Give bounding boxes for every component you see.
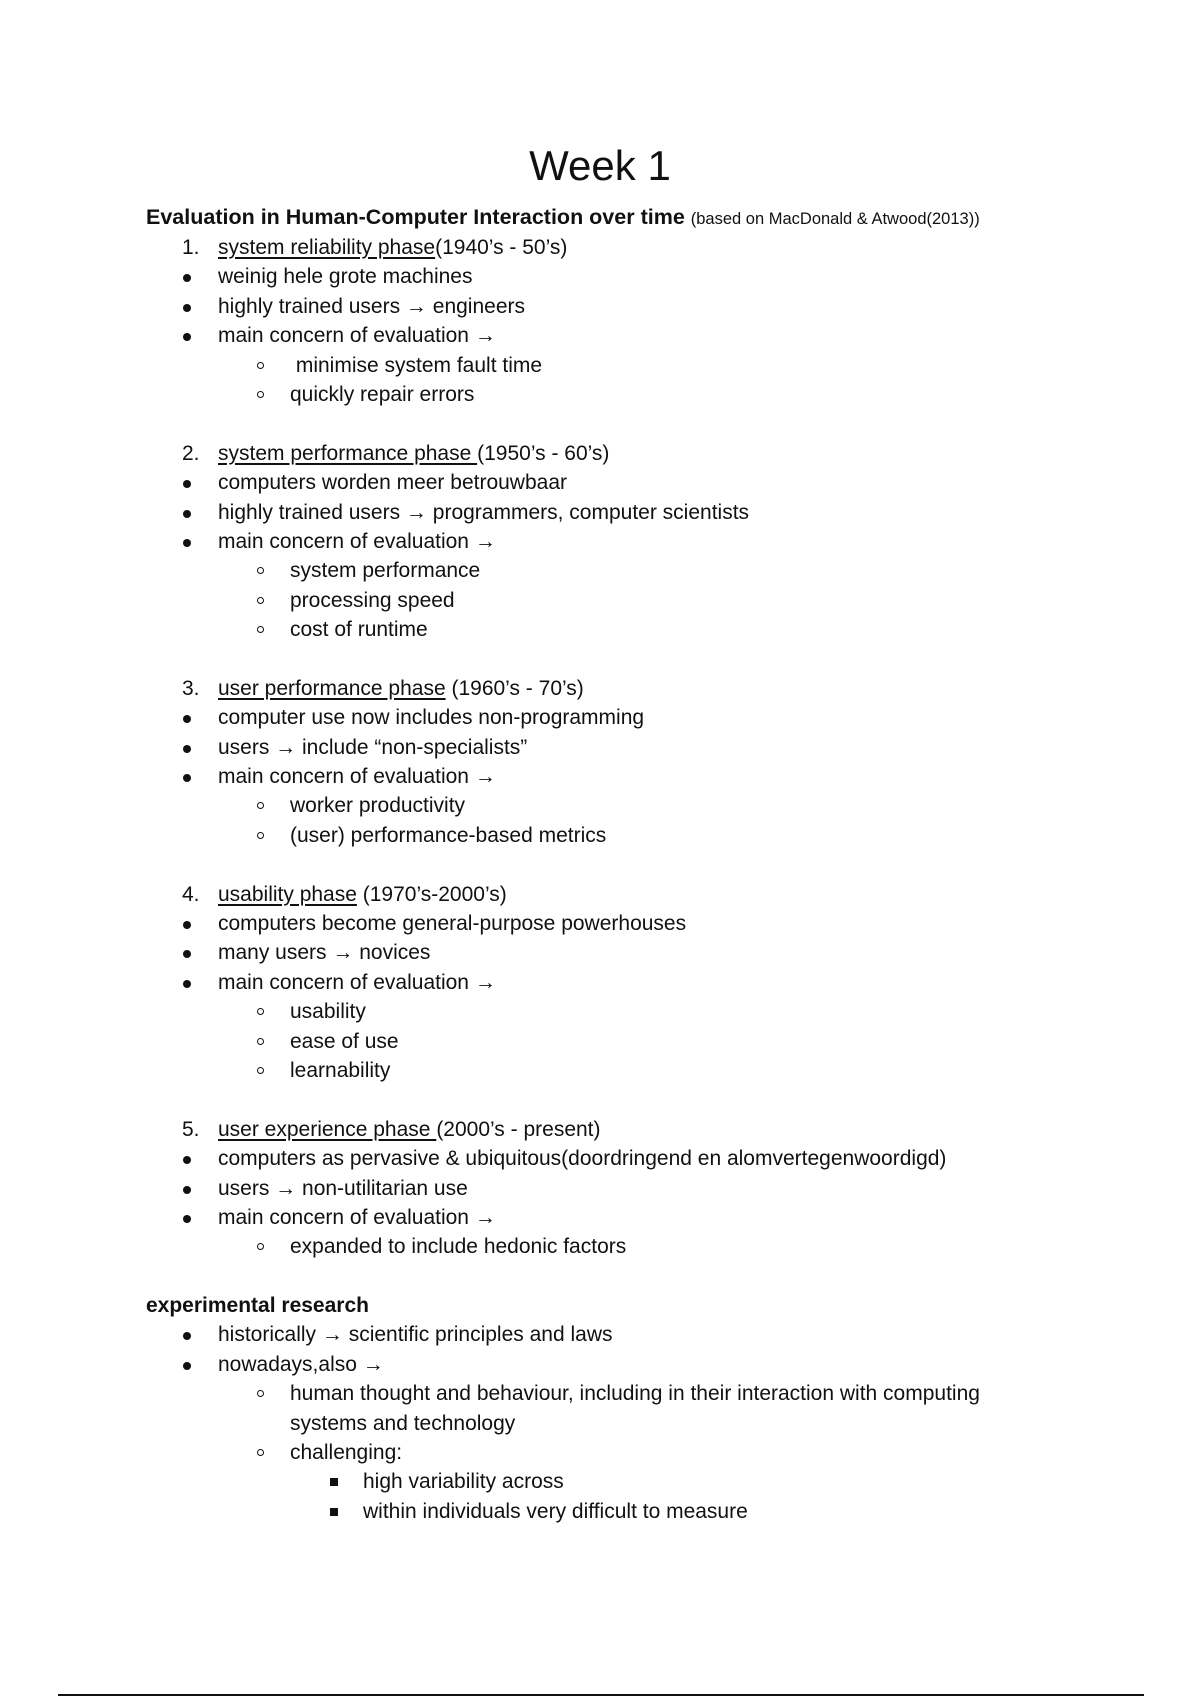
- sub-bullet-item: usability: [0, 997, 1200, 1026]
- bullet-item: users → include “non-specialists”: [0, 733, 1200, 762]
- section-heading-note: (based on MacDonald & Atwood(2013)): [690, 210, 980, 228]
- sub-bullet-item: challenging:: [0, 1438, 1200, 1467]
- sub-sub-bullet-item: within individuals very difficult to measure: [0, 1497, 1200, 1526]
- sub-bullet-item: expanded to include hedonic factors: [0, 1232, 1200, 1261]
- phase-period: (1960’s - 70’s): [445, 676, 584, 700]
- bullet-item: main concern of evaluation →: [0, 968, 1200, 997]
- bullet-item: main concern of evaluation →: [0, 527, 1200, 556]
- bullet-icon: [183, 304, 191, 312]
- sub-sub-bullet-item: high variability across: [0, 1467, 1200, 1496]
- sub-bullet-item: (user) performance-based metrics: [0, 821, 1200, 850]
- bullet-icon: [183, 510, 191, 518]
- phase-item: [0, 1115, 1200, 1144]
- hollow-bullet-icon: [257, 802, 264, 809]
- footer-divider: [58, 1694, 1144, 1696]
- bullet-item: weinig hele grote machines: [0, 262, 1200, 291]
- phase-item: [0, 439, 1200, 468]
- bullet-item: computer use now includes non-programming: [0, 703, 1200, 732]
- hollow-bullet-icon: [257, 1243, 264, 1250]
- bullet-icon: [183, 274, 191, 282]
- phase-item: [0, 233, 1200, 262]
- hollow-bullet-icon: [257, 832, 264, 839]
- bullet-icon: [183, 745, 191, 753]
- hollow-bullet-icon: [257, 597, 264, 604]
- phase-item: [0, 880, 1200, 909]
- phase-number: 5.: [182, 1117, 200, 1141]
- bullet-item: historically → scientific principles and laws: [0, 1320, 1200, 1349]
- phase-period: (1970’s-2000’s): [356, 882, 507, 906]
- section-heading-text: Evaluation in Human-Computer Interaction over time: [146, 205, 685, 229]
- bullet-item: computers as pervasive & ubiquitous(doordringend en alomvertegenwoordigd): [0, 1144, 1200, 1173]
- hollow-bullet-icon: [257, 626, 264, 633]
- square-bullet-icon: [330, 1508, 338, 1516]
- section-heading: [146, 204, 980, 232]
- bullet-icon: [183, 921, 191, 929]
- square-bullet-icon: [330, 1478, 338, 1486]
- phase-number: 4.: [182, 882, 200, 906]
- sub-bullet-item: system performance: [0, 556, 1200, 585]
- sub-bullet-item: cost of runtime: [0, 615, 1200, 644]
- hollow-bullet-icon: [257, 567, 264, 574]
- page-title: Week 1: [529, 142, 671, 189]
- sub-bullet-item: ease of use: [0, 1027, 1200, 1056]
- hollow-bullet-icon: [257, 1390, 264, 1397]
- bullet-icon: [183, 539, 191, 547]
- bullet-icon: [183, 715, 191, 723]
- sub-bullet-item: processing speed: [0, 586, 1200, 615]
- phase-name: user experience phase: [218, 1117, 437, 1141]
- sub-bullet-item: quickly repair errors: [0, 380, 1200, 409]
- bullet-icon: [183, 333, 191, 341]
- hollow-bullet-icon: [257, 1008, 264, 1015]
- phase-number: 1.: [182, 236, 200, 259]
- phase-item: [0, 674, 1200, 703]
- bullet-icon: [183, 1362, 191, 1370]
- sub-bullet-continuation: systems and technology: [290, 1411, 516, 1435]
- hollow-bullet-icon: [257, 1067, 264, 1074]
- bullet-icon: [183, 480, 191, 488]
- sub-bullet-item: learnability: [0, 1056, 1200, 1085]
- sub-bullet-item: minimise system fault time: [0, 351, 1200, 380]
- bullet-icon: [183, 980, 191, 988]
- phase-period: (2000’s - present): [436, 1117, 601, 1141]
- bullet-icon: [183, 1156, 191, 1164]
- hollow-bullet-icon: [257, 1038, 264, 1045]
- notes-content: [0, 233, 1200, 1526]
- bullet-item: highly trained users → programmers, computer scientists: [0, 498, 1200, 527]
- hollow-bullet-icon: [257, 362, 264, 369]
- hollow-bullet-icon: [257, 1449, 264, 1456]
- bullet-item: computers worden meer betrouwbaar: [0, 468, 1200, 497]
- hollow-bullet-icon: [257, 391, 264, 398]
- experimental-section: [0, 1291, 1200, 1320]
- phase-period: (1950’s - 60’s): [477, 441, 610, 465]
- bullet-item: main concern of evaluation →: [0, 1203, 1200, 1232]
- phase-name: system reliability phase: [218, 236, 436, 259]
- experimental-heading: experimental research: [146, 1294, 369, 1318]
- phase-period: (1940’s - 50’s): [435, 236, 568, 259]
- bullet-item: highly trained users → engineers: [0, 292, 1200, 321]
- bullet-icon: [183, 1332, 191, 1340]
- phase-number: 3.: [182, 676, 200, 700]
- bullet-item: main concern of evaluation →: [0, 762, 1200, 791]
- sub-bullet-item: worker productivity: [0, 791, 1200, 820]
- bullet-item: many users → novices: [0, 938, 1200, 967]
- bullet-icon: [183, 950, 191, 958]
- phase-name: usability phase: [218, 882, 357, 906]
- bullet-icon: [183, 1215, 191, 1223]
- phase-name: system performance phase: [218, 441, 478, 465]
- bullet-icon: [183, 774, 191, 782]
- bullet-item: nowadays,also →: [0, 1350, 1200, 1379]
- bullet-icon: [183, 1186, 191, 1194]
- bullet-item: computers become general-purpose powerhouses: [0, 909, 1200, 938]
- sub-bullet-item: human thought and behaviour, including in their interaction with computing: [0, 1379, 1200, 1408]
- phase-number: 2.: [182, 441, 200, 465]
- bullet-item: main concern of evaluation →: [0, 321, 1200, 350]
- phase-name: user performance phase: [218, 676, 446, 700]
- bullet-item: users → non-utilitarian use: [0, 1174, 1200, 1203]
